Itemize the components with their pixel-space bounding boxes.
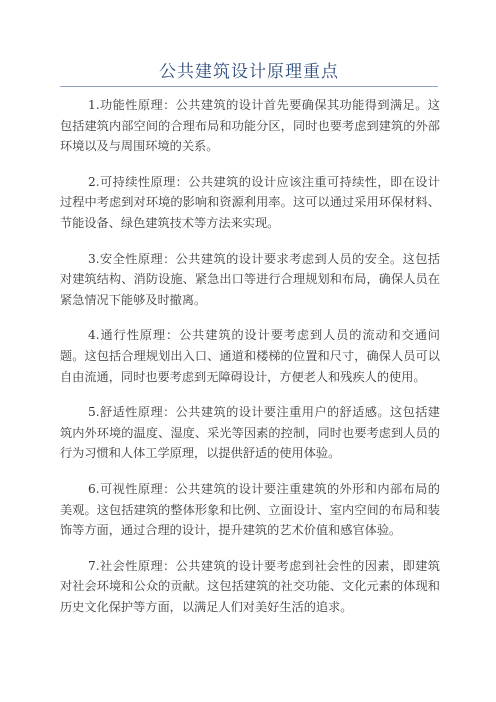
paragraph-safety: 3.安全性原理：公共建筑的设计要求考虑到人员的安全。这包括对建筑结构、消防设施、紧急出口等进行合理规划和布局，确保人员在紧急情况下能够及时撤离。 (60, 251, 440, 307)
paragraph-circulation: 4.通行性原理：公共建筑的设计要考虑到人员的流动和交通问题。这包括合理规划出入口、通道和楼梯的位置和尺寸，确保人员可以自由流通，同时也要考虑到无障碍设计，方便老人和残疾人的使用。 (60, 328, 440, 384)
title-divider (60, 86, 438, 87)
document-body (60, 95, 440, 632)
page-title: 公共建筑设计原理重点 (159, 62, 339, 82)
paragraph-functionality: 1.功能性原理：公共建筑的设计首先要确保其功能得到满足。这包括建筑内部空间的合理布局和功能分区，同时也要考虑到建筑的外部环境以及与周围环境的关系。 (60, 98, 440, 154)
paragraph-visual: 6.可视性原理：公共建筑的设计要注重建筑的外形和内部布局的美观。这包括建筑的整体形象和比例、立面设计、室内空间的布局和装饰等方面，通过合理的设计，提升建筑的艺术价值和感官体验。 (60, 481, 440, 538)
paragraph-comfort: 5.舒适性原理：公共建筑的设计要注重用户的舒适感。这包括建筑内外环境的温度、湿度、采光等因素的控制，同时也要考虑到人员的行为习惯和人体工学原理，以提供舒适的使用体验。 (60, 405, 440, 461)
paragraph-social: 7.社会性原理：公共建筑的设计要考虑到社会性的因素，即建筑对社会环境和公众的贡献。这包括建筑的社交功能、文化元素的体现和历史文化保护等方面，以满足人们对美好生活的追求。 (60, 558, 440, 614)
paragraph-sustainability: 2.可持续性原理：公共建筑的设计应该注重可持续性，即在设计过程中考虑到对环境的影响和资源利用率。这可以通过采用环保材料、节能设备、绿色建筑技术等方法来实现。 (60, 174, 440, 230)
